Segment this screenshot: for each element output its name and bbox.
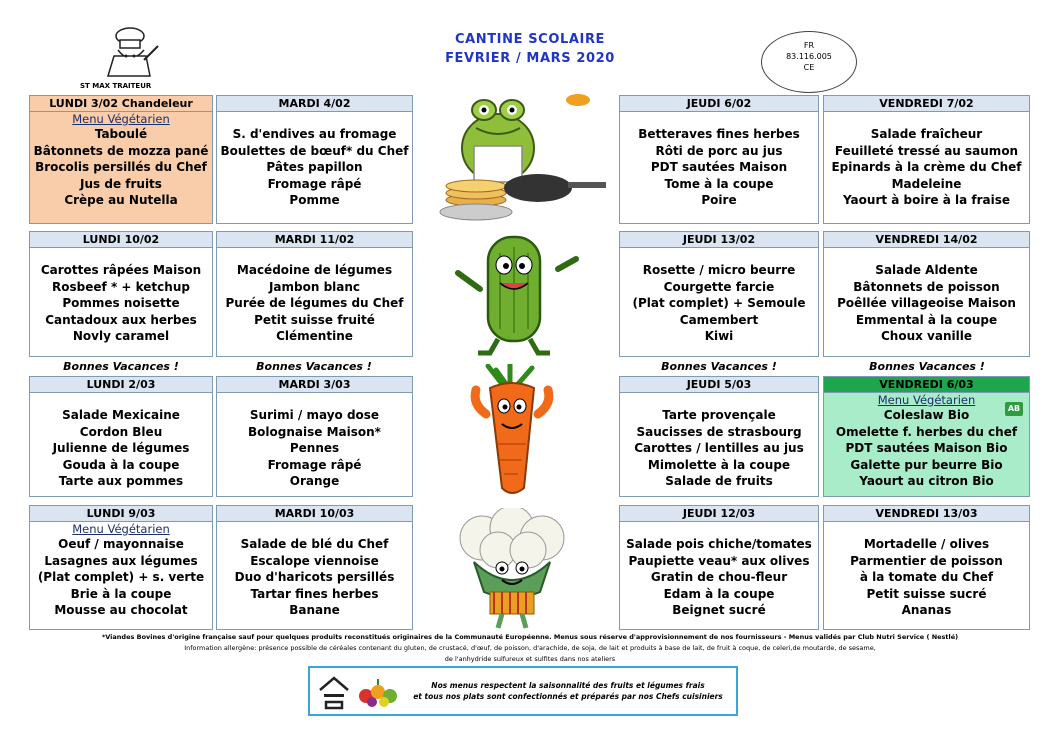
day-cell-mardi-10-03: [216, 505, 413, 630]
day-header: LUNDI 9/03: [30, 506, 212, 522]
menu-item: Edam à la coupe: [663, 586, 775, 601]
day-cell-mardi-11-02: [216, 231, 413, 357]
day-cell-jeudi-12-03: [619, 505, 819, 630]
menu-item: S. d'endives au fromage: [232, 127, 397, 141]
day-cell-jeudi-5-03: [619, 376, 819, 497]
menu-item: Bolognaise Maison*: [248, 424, 381, 439]
menu-item: Coleslaw Bio: [883, 408, 970, 422]
vacation-label: Bonnes Vacances !: [661, 360, 777, 373]
menu-item: Purée de légumes du Chef: [225, 296, 404, 310]
day-menu-items: [217, 522, 412, 619]
menu-item: Salade pois chiche/tomates: [626, 537, 812, 551]
vacation-label: Bonnes Vacances !: [256, 360, 372, 373]
day-cell-lundi-9-03: [29, 505, 213, 630]
menu-item: Mimolette à la coupe: [647, 457, 791, 472]
menu-item: Jambon blanc: [268, 279, 361, 294]
day-header: JEUDI 6/02: [620, 96, 818, 112]
menu-item: à la tomate du Chef: [859, 570, 994, 584]
menu-item: Carottes / lentilles au jus: [634, 441, 804, 455]
menu-item: Escalope viennoise: [250, 553, 379, 568]
fruits-vegetables-icon: [356, 676, 400, 708]
house-chef-icon: [316, 674, 352, 710]
day-cell-vendredi-13-03: [823, 505, 1030, 630]
menu-item: Orange: [289, 474, 340, 488]
vacation-label: Bonnes Vacances !: [869, 360, 985, 373]
day-menu-items: [30, 126, 212, 209]
menu-item: Cantadoux aux herbes: [45, 312, 197, 327]
day-header: JEUDI 12/03: [620, 506, 818, 522]
chef-logo-icon: [100, 26, 164, 82]
menu-item: Madeleine: [891, 176, 962, 191]
menu-item: Salade de fruits: [665, 474, 773, 488]
cauliflower-character-illustration-icon: [442, 508, 582, 630]
organic-ab-icon: AB: [1005, 402, 1023, 416]
day-header: MARDI 11/02: [217, 232, 412, 248]
menu-item: Camembert: [679, 312, 759, 327]
menu-item: Clémentine: [276, 329, 353, 343]
menu-item: Galette pur beurre Bio: [850, 457, 1003, 472]
allergen-note-continued: de l'anhydride sulfureux et sulfites dans nos ateliers: [444, 655, 616, 663]
day-header: VENDREDI 14/02: [824, 232, 1029, 248]
menu-item: Gouda à la coupe: [62, 457, 180, 472]
day-menu-items: [217, 393, 412, 490]
menu-item: Poire: [701, 193, 737, 207]
menu-item: Kiwi: [704, 329, 734, 343]
day-header: MARDI 3/03: [217, 377, 412, 393]
menu-item: Surimi / mayo dose: [249, 408, 380, 422]
menu-item: Courgette farcie: [663, 279, 775, 294]
menu-item: Salade Aldente: [875, 263, 978, 277]
menu-item: Parmentier de poisson: [850, 553, 1003, 568]
day-menu-items: [30, 536, 212, 619]
page-title: CANTINE SCOLAIRE: [454, 32, 606, 47]
day-cell-vendredi-14-02: [823, 231, 1030, 357]
menu-item: Crèpe au Nutella: [64, 193, 178, 207]
menu-item: Salade Mexicaine: [62, 408, 180, 422]
day-header: VENDREDI 6/03: [824, 377, 1029, 393]
day-menu-items: [620, 112, 818, 209]
page-subtitle: FEVRIER / MARS 2020: [445, 51, 615, 66]
menu-item: Beignet sucré: [672, 603, 766, 617]
day-menu-items: [620, 522, 818, 619]
caterer-logo: [72, 26, 192, 94]
menu-item: (Plat complet) + Semoule: [632, 296, 806, 310]
menu-item: Pennes: [289, 441, 340, 455]
menu-item: Boulettes de bœuf* du Chef: [220, 143, 409, 158]
menu-item: Taboulé: [94, 127, 148, 141]
menu-item: Yaourt à boire à la fraise: [842, 193, 1011, 207]
menu-item: Choux vanille: [881, 329, 972, 343]
day-header: MARDI 4/02: [217, 96, 412, 112]
menu-item: Pomme: [289, 193, 340, 207]
menu-item: Fromage râpé: [267, 457, 362, 472]
menu-item: Oeuf / mayonnaise: [58, 537, 184, 551]
menu-item: Tarte provençale: [662, 408, 776, 422]
day-header: LUNDI 3/02 Chandeleur: [30, 96, 212, 112]
menu-item: Epinards à la crème du Chef: [831, 160, 1022, 174]
logo-caption: ST MAX TRAITEUR: [80, 82, 152, 90]
seasonality-banner: [308, 666, 738, 716]
menu-item: Emmental à la coupe: [855, 312, 998, 327]
frog-chef-illustration-icon: [428, 88, 608, 228]
day-menu-items: [30, 248, 212, 345]
menu-item: Pommes noisette: [62, 296, 180, 310]
cucumber-character-illustration-icon: [448, 233, 588, 357]
banner-line: Nos menus respectent la saisonnalité des fruits et légumes frais: [431, 681, 705, 690]
day-cell-mardi-4-02: [216, 95, 413, 224]
day-menu-items: [217, 112, 412, 209]
day-menu-items: [824, 112, 1029, 209]
stamp-line: FR: [803, 41, 815, 50]
menu-item: Betteraves fines herbes: [638, 127, 800, 141]
day-header: JEUDI 13/02: [620, 232, 818, 248]
stamp-line: 83.116.005: [786, 52, 832, 61]
menu-item: Petit suisse fruité: [254, 312, 375, 327]
menu-item: Poêllée villageoise Maison: [837, 296, 1016, 310]
menu-item: Gratin de chou-fleur: [650, 570, 788, 584]
day-menu-items: [30, 393, 212, 490]
menu-item: Petit suisse sucré: [866, 586, 987, 601]
allergen-note: Information allergène: présence possible de céréales contenant du gluten, de crustacé, d'œuf, de poisson, d'arachide, de soja, de lait et produits à base de lait, de fruit à coque, de celeri,de moutarde, de sesame,: [184, 644, 876, 652]
menu-item: Feuilleté tressé au saumon: [834, 143, 1019, 158]
vacation-label: Bonnes Vacances !: [63, 360, 179, 373]
menu-item: Tarte aux pommes: [58, 474, 184, 488]
day-header: VENDREDI 7/02: [824, 96, 1029, 112]
day-cell-vendredi-6-03: [823, 376, 1030, 497]
menu-item: Saucisses de strasbourg: [636, 424, 802, 439]
day-menu-items: [217, 248, 412, 345]
menu-item: Ananas: [901, 603, 952, 617]
menu-item: PDT sautées Maison Bio: [845, 441, 1008, 455]
banner-line: et tous nos plats sont confectionnés et préparés par nos Chefs cuisiniers: [413, 692, 723, 701]
menu-item: Banane: [289, 603, 340, 617]
menu-item: Pâtes papillon: [266, 160, 363, 174]
day-cell-jeudi-6-02: [619, 95, 819, 224]
menu-item: Julienne de légumes: [52, 441, 190, 455]
menu-item: Lasagnes aux légumes: [44, 553, 198, 568]
menu-item: Salade de blé du Chef: [240, 537, 389, 551]
menu-item: Bâtonnets de poisson: [853, 279, 1000, 294]
vegetarian-menu-label: Menu Végétarien: [72, 112, 170, 126]
day-cell-lundi-2-03: [29, 376, 213, 497]
day-cell-lundi-10-02: [29, 231, 213, 357]
menu-item: Tome à la coupe: [664, 176, 774, 191]
day-menu-items: [824, 248, 1029, 345]
day-header: JEUDI 5/03: [620, 377, 818, 393]
menu-item: Bâtonnets de mozza pané: [33, 143, 209, 158]
day-cell-vendredi-7-02: [823, 95, 1030, 224]
menu-item: Paupiette veau* aux olives: [628, 553, 810, 568]
menu-item: Salade fraîcheur: [870, 127, 983, 141]
day-menu-items: [620, 393, 818, 490]
beef-origin-note: *Viandes Bovines d'origine française sauf pour quelques produits reconstitués originaires de la Communauté Européenne. Menus sous réserve d'approvisionnement de nos fournisseurs - Menus validés par Club Nutri Service ( Nestlé): [101, 633, 959, 641]
day-header: LUNDI 10/02: [30, 232, 212, 248]
menu-item: Brocolis persillés du Chef: [35, 160, 207, 174]
menu-item: Mousse au chocolat: [54, 603, 188, 617]
day-header: VENDREDI 13/03: [824, 506, 1029, 522]
vegetarian-menu-label: Menu Végétarien: [877, 393, 976, 407]
menu-item: Rosbeef * + ketchup: [52, 279, 190, 294]
menu-item: Yaourt au citron Bio: [859, 474, 994, 488]
banner-text: [408, 680, 728, 702]
stamp-line: CE: [803, 63, 815, 72]
menu-item: Rôti de porc au jus: [655, 143, 783, 158]
menu-item: Novly caramel: [72, 329, 170, 343]
menu-item: Fromage râpé: [267, 176, 362, 191]
carrot-character-illustration-icon: [462, 364, 562, 500]
day-menu-items: [824, 522, 1029, 619]
menu-item: (Plat complet) + s. verte: [37, 570, 205, 584]
menu-item: Macédoine de légumes: [236, 263, 393, 277]
day-cell-jeudi-13-02: [619, 231, 819, 357]
menu-item: Mortadelle / olives: [863, 537, 990, 551]
day-cell-mardi-3-03: [216, 376, 413, 497]
day-cell-lundi-3-02: [29, 95, 213, 224]
vegetarian-menu-label: Menu Végétarien: [72, 522, 170, 536]
day-menu-items: [620, 248, 818, 345]
menu-item: Brie à la coupe: [70, 586, 172, 601]
menu-item: Rosette / micro beurre: [642, 263, 796, 277]
day-menu-items: [824, 407, 1029, 490]
health-stamp: [761, 31, 857, 93]
menu-item: Duo d'haricots persillés: [234, 570, 395, 584]
menu-item: Jus de fruits: [80, 176, 162, 191]
menu-item: Omelette f. herbes du chef: [835, 424, 1018, 439]
menu-item: Tartar fines herbes: [250, 586, 379, 601]
day-header: MARDI 10/03: [217, 506, 412, 522]
menu-item: PDT sautées Maison: [650, 160, 788, 174]
menu-item: Carottes râpées Maison: [40, 263, 202, 277]
day-header: LUNDI 2/03: [30, 377, 212, 393]
menu-item: Cordon Bleu: [79, 424, 163, 439]
